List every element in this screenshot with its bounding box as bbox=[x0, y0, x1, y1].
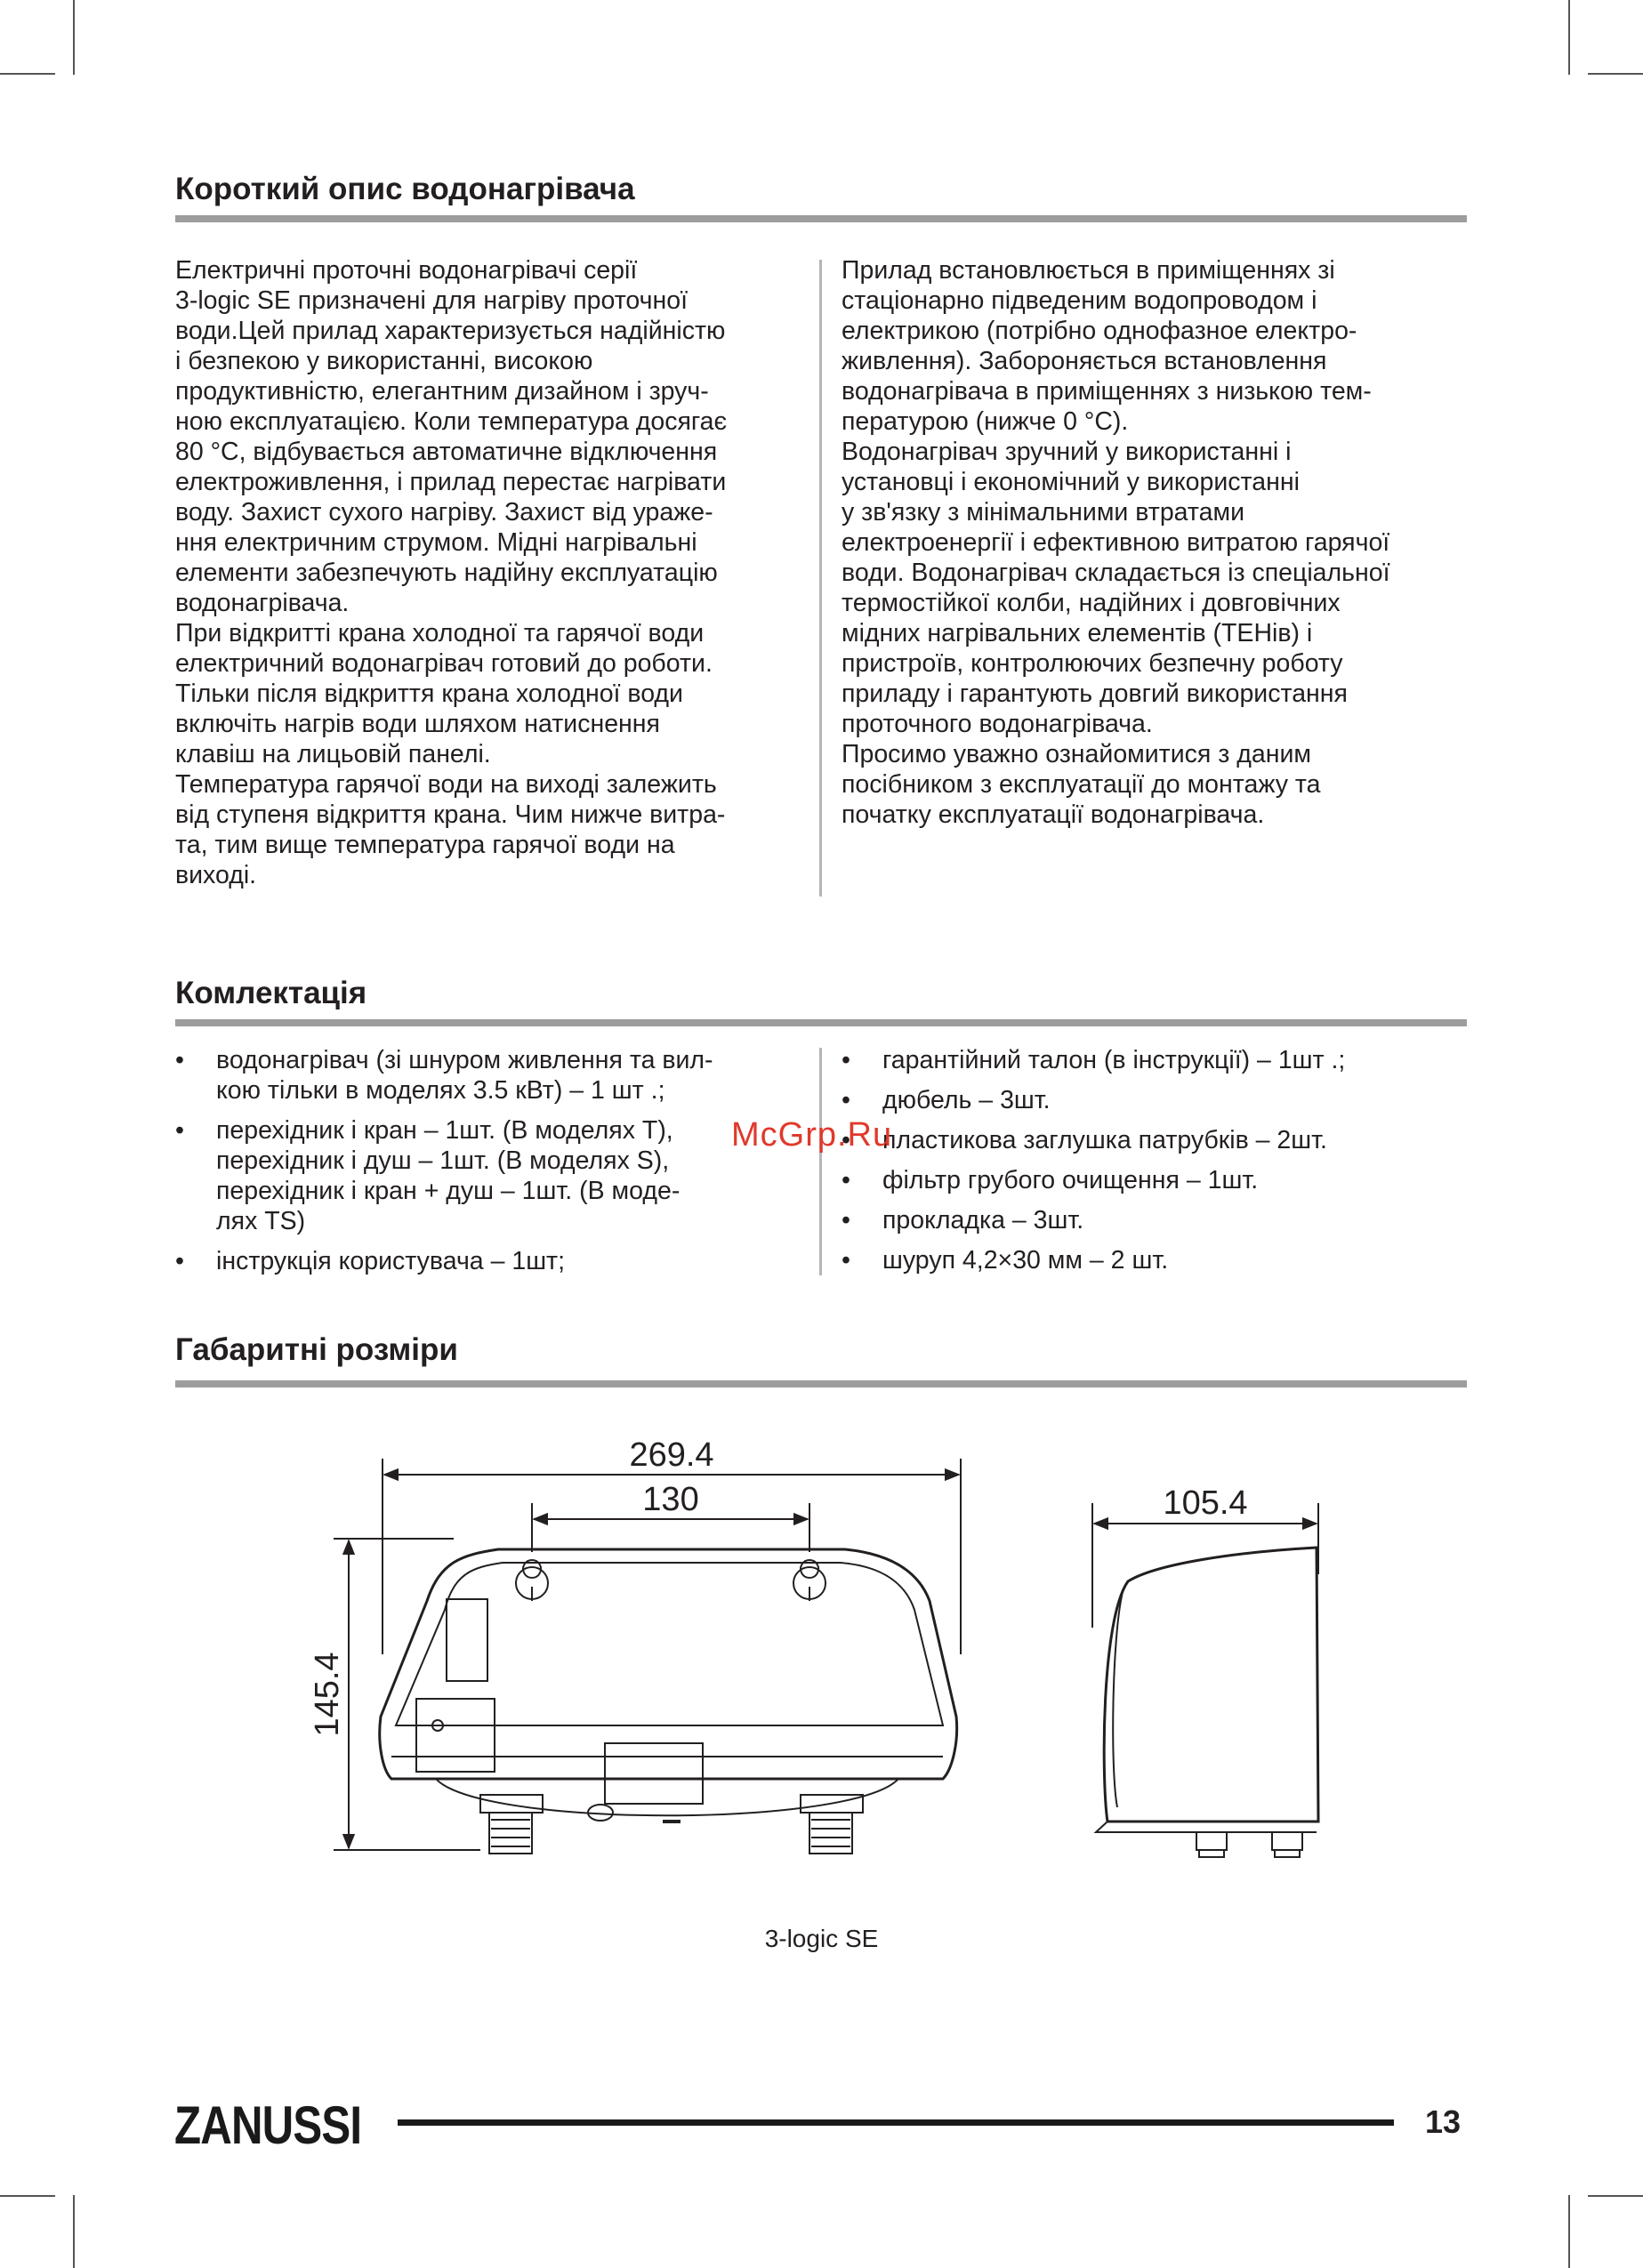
section-title-description: Короткий опис водонагрівача bbox=[175, 172, 635, 206]
dim-label-depth: 105.4 bbox=[1163, 1484, 1248, 1522]
list-item: • гарантійний талон (в інструкції) – 1шт .; bbox=[842, 1045, 1464, 1075]
list-item: • фільтр грубого очищення – 1шт. bbox=[842, 1165, 1464, 1195]
heater-front-view bbox=[380, 1549, 957, 1854]
dim-label-mount: 130 bbox=[642, 1481, 699, 1518]
description-right-column: Прилад встановлюється в приміщеннях зі стаціонарно підведеним водопроводом і електрикою (потрібно однофазное електро- живлення). Забороняється встановлення водонагрівача в приміщеннях з низькою тем- пературою (нижче 0 °С). Водонагрівач зручний у використанні і установці і економічний у використанні у зв'язку з мінімальними втратами електроенергії і ефективною витратою гарячої води. Водонагрівач складається із спеціальної термостійкої колби, надійних і довговічних мідних нагрівальних елементів (ТЕНів) і пристроїв, контролюючих безпечну роботу приладу і гарантують довгий використання проточного водонагрівача. Просимо уважно ознайомитися з даним посібником з експлуатації до монтажу та початку експлуатації водонагрівача. bbox=[842, 256, 1390, 829]
heater-side-view bbox=[1096, 1548, 1318, 1857]
dim-label-width: 269.4 bbox=[629, 1436, 714, 1474]
list-item: • перехідник і кран – 1шт. (В моделях T), перехідник і душ – 1шт. (В моделях S), перехідник і кран + душ – 1шт. (В моде- лях TS) bbox=[175, 1115, 798, 1236]
footer-rule bbox=[398, 2119, 1394, 2126]
brand-logo: ZANUSSI bbox=[174, 2095, 362, 2155]
list-item: • прокладка – 3шт. bbox=[842, 1205, 1464, 1235]
section-title-dimensions: Габаритні розміри bbox=[175, 1332, 458, 1367]
list-item: • шуруп 4,2×30 мм – 2 шт. bbox=[842, 1245, 1464, 1275]
list-item: • інструкція користувача – 1шт; bbox=[175, 1246, 798, 1276]
description-left-column: Електричні проточні водонагрівачі серії 3-logic SE призначені для нагріву проточної води.Цей прилад характеризується надійністю і безпекою у використанні, високою продуктивністю, елегантним дизайном і зруч- ною експлуатацією. Коли температура досягає 80 °С, відбувається автоматичне відключення електроживлення, і прилад перестає нагрівати воду. Захист сухого нагріву. Захист від ураже- ння електричним струмом. Мідні нагрівальні елементи забезпечують надійну експлуатацію водонагрівача. При відкритті крана холодної та гарячої води електричний водонагрівач готовий до роботи. Тільки після відкриття крана холодної води включіть нагрів води шляхом натиснення клавіш на лицьовій панелі. Температура гарячої води на виході залежить від ступеня відкриття крана. Чим нижче витра- та, тим вище температура гарячої води на виході. bbox=[175, 256, 728, 889]
watermark: McGrp.Ru bbox=[731, 1116, 893, 1154]
dim-label-height: 145.4 bbox=[309, 1652, 346, 1737]
page-number: 13 bbox=[1425, 2103, 1462, 2140]
section-title-contents: Комлектація bbox=[175, 976, 367, 1010]
list-item: • пластикова заглушка патрубків – 2шт. bbox=[842, 1125, 1464, 1155]
figure-caption: 3-logic SE bbox=[764, 1925, 879, 1952]
list-item: • дюбель – 3шт. bbox=[842, 1085, 1464, 1115]
list-item: • водонагрівач (зі шнуром живлення та вил- кою тільки в моделях 3.5 кВт) – 1 шт .; bbox=[175, 1045, 798, 1106]
